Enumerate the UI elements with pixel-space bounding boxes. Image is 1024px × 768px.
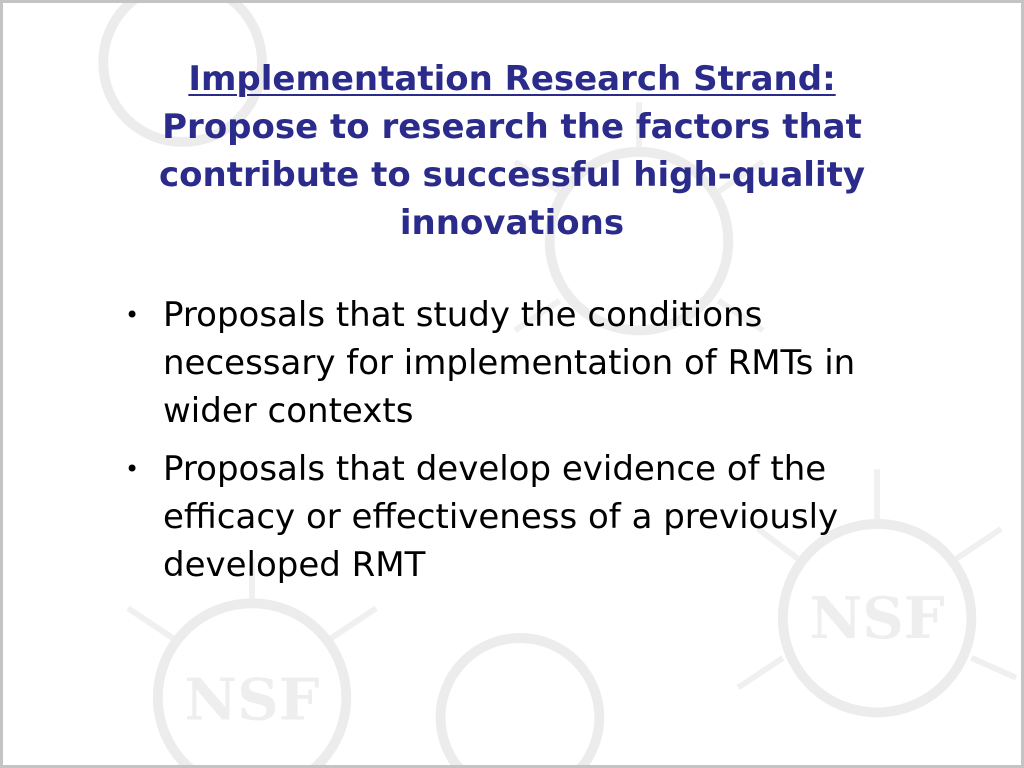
bullet-marker: • bbox=[125, 301, 140, 329]
bullet-text: Proposals that study the conditions necessary for implementation of RMTs in wider contexts bbox=[163, 295, 856, 431]
title-line-3: contribute to successful high-quality bbox=[158, 155, 866, 195]
title-line-2: Propose to research the factors that bbox=[162, 107, 862, 147]
bullet-marker: • bbox=[125, 455, 140, 483]
bullet-item bbox=[123, 291, 913, 435]
bullet-text: Proposals that develop evidence of the efficacy or effectiveness of a previously developed RMT bbox=[163, 449, 839, 585]
title-heading: Implementation Research Strand: bbox=[188, 59, 836, 99]
slide-title bbox=[43, 55, 981, 247]
watermark-logo-1: NSF bbox=[809, 584, 945, 652]
bullet-item bbox=[123, 445, 913, 589]
watermark-logo-2: NSF bbox=[184, 665, 320, 734]
title-line-4: innovations bbox=[399, 203, 625, 243]
bullet-list bbox=[123, 291, 913, 599]
